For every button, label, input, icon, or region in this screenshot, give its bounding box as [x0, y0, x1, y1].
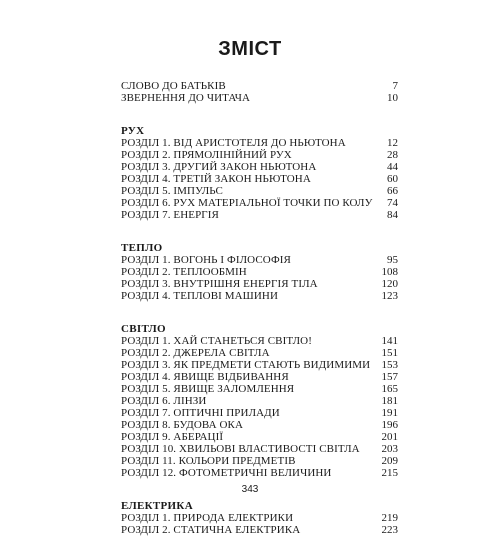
toc-entry-page: 84	[387, 209, 398, 221]
toc-entry-label: РОЗДІЛ 5. ЯВИЩЕ ЗАЛОМЛЕННЯ	[121, 383, 295, 395]
toc-entry-label: РОЗДІЛ 4. ТЕПЛОВІ МАШИНИ	[121, 290, 279, 302]
toc-entry-label: РОЗДІЛ 6. ЛІНЗИ	[121, 395, 207, 407]
toc-entry	[121, 290, 398, 302]
toc-entry-parents	[121, 80, 398, 92]
page-title: ЗМІСТ	[218, 38, 282, 60]
toc-entry	[121, 419, 398, 431]
toc-entry-label: РОЗДІЛ 7. ОПТИЧНІ ПРИЛАДИ	[121, 407, 280, 419]
toc-entry-reader	[121, 92, 398, 104]
section-heat	[121, 242, 398, 302]
toc-entry	[121, 467, 398, 479]
toc-entry	[121, 149, 398, 161]
toc-entry	[121, 455, 398, 467]
toc-entry-page: 120	[381, 278, 398, 290]
toc-entry-label: РОЗДІЛ 4. ЯВИЩЕ ВІДБИВАННЯ	[121, 371, 289, 383]
toc-entry	[121, 278, 398, 290]
toc-entry-label: РОЗДІЛ 2. ТЕПЛООБМІН	[121, 266, 247, 278]
toc-entry-label: РОЗДІЛ 6. РУХ МАТЕРІАЛЬНОЇ ТОЧКИ ПО КОЛУ	[121, 197, 373, 209]
toc-entry	[121, 266, 398, 278]
section-heading: ТЕПЛО	[121, 242, 163, 254]
toc-entry	[121, 407, 398, 419]
toc-entry-page: 223	[381, 524, 398, 536]
toc-entry-page: 108	[381, 266, 398, 278]
toc-entry	[121, 185, 398, 197]
toc-entry-label: РОЗДІЛ 2. СТАТИЧНА ЕЛЕКТРИКА	[121, 524, 301, 536]
toc-entry-page: 74	[387, 197, 398, 209]
toc-entry-label: РОЗДІЛ 7. ЕНЕРГІЯ	[121, 209, 219, 221]
section-heading: СВІТЛО	[121, 323, 166, 335]
toc-entry-label: ЗВЕРНЕННЯ ДО ЧИТАЧА	[121, 92, 251, 104]
toc-entry	[121, 209, 398, 221]
toc-entry-page: 209	[381, 455, 398, 467]
toc-entry-label: РОЗДІЛ 12. ФОТОМЕТРИЧНІ ВЕЛИЧИНИ	[121, 467, 332, 479]
toc-entry-page: 123	[381, 290, 398, 302]
toc-entry	[121, 197, 398, 209]
page-number: 343	[241, 484, 259, 495]
toc-entry-page: 196	[381, 419, 398, 431]
toc-entry	[121, 173, 398, 185]
toc-entry-page: 191	[381, 407, 398, 419]
toc-entry-label: РОЗДІЛ 11. КОЛЬОРИ ПРЕДМЕТІВ	[121, 455, 296, 467]
toc-entry	[121, 254, 398, 266]
toc-entry-label: РОЗДІЛ 5. ІМПУЛЬС	[121, 185, 223, 197]
toc-entry-label: РОЗДІЛ 2. ДЖЕРЕЛА СВІТЛА	[121, 347, 270, 359]
toc-entry-label: РОЗДІЛ 2. ПРЯМОЛІНІЙНИЙ РУХ	[121, 149, 292, 161]
toc-entry	[121, 524, 398, 536]
toc-entry-page: 12	[387, 137, 398, 149]
toc-entry-label: РОЗДІЛ 1. ВІД АРИСТОТЕЛЯ ДО НЬЮТОНА	[121, 137, 346, 149]
toc-entry-label: РОЗДІЛ 1. ХАЙ СТАНЕТЬСЯ СВІТЛО!	[121, 335, 312, 347]
toc-entry-page: 141	[381, 335, 398, 347]
toc-entry-page: 95	[387, 254, 398, 266]
toc-entry	[121, 137, 398, 149]
intro-list	[121, 80, 398, 104]
toc-entry-label: РОЗДІЛ 9. АБЕРАЦІЇ	[121, 431, 224, 443]
toc-entry-label: РОЗДІЛ 1. ПРИРОДА ЕЛЕКТРИКИ	[121, 512, 294, 524]
toc-entry-page: 219	[381, 512, 398, 524]
section-heading: РУХ	[121, 125, 145, 137]
toc-entry-page: 201	[381, 431, 398, 443]
toc-entry	[121, 371, 398, 383]
toc-entry-page: 153	[381, 359, 398, 371]
toc-entry-page: 181	[381, 395, 398, 407]
toc-entry-label: РОЗДІЛ 4. ТРЕТІЙ ЗАКОН НЬЮТОНА	[121, 173, 311, 185]
toc-entry	[121, 512, 398, 524]
toc-entry-page: 7	[392, 80, 398, 92]
toc-entry-label: РОЗДІЛ 10. ХВИЛЬОВІ ВЛАСТИВОСТІ СВІТЛА	[121, 443, 360, 455]
toc-entry-page: 10	[387, 92, 398, 104]
toc-entry-page: 157	[381, 371, 398, 383]
toc-entry	[121, 383, 398, 395]
toc-entry-page: 66	[387, 185, 398, 197]
section-light	[121, 323, 398, 479]
toc-entry	[121, 359, 398, 371]
toc-entry-page: 60	[387, 173, 398, 185]
toc-entry	[121, 161, 398, 173]
toc-entry	[121, 395, 398, 407]
toc-entry	[121, 347, 398, 359]
toc-entry	[121, 443, 398, 455]
toc-entry	[121, 431, 398, 443]
toc-entry-label: РОЗДІЛ 3. ВНУТРІШНЯ ЕНЕРГІЯ ТІЛА	[121, 278, 318, 290]
toc-entry-label: РОЗДІЛ 3. ЯК ПРЕДМЕТИ СТАЮТЬ ВИДИМИМИ	[121, 359, 371, 371]
section-heading: ЕЛЕКТРИКА	[121, 500, 193, 512]
section-motion	[121, 125, 398, 221]
toc-entry-page: 203	[381, 443, 398, 455]
toc-entry-page: 215	[381, 467, 398, 479]
toc-entry-label: РОЗДІЛ 3. ДРУГИЙ ЗАКОН НЬЮТОНА	[121, 161, 317, 173]
toc-entry-label: СЛОВО ДО БАТЬКІВ	[121, 80, 226, 92]
toc-entry-label: РОЗДІЛ 8. БУДОВА ОКА	[121, 419, 244, 431]
toc-entry-page: 165	[381, 383, 398, 395]
toc-entry-label: РОЗДІЛ 1. ВОГОНЬ І ФІЛОСОФІЯ	[121, 254, 291, 266]
toc-entry	[121, 335, 398, 347]
section-electricity	[121, 500, 398, 536]
toc-entry-page: 28	[387, 149, 398, 161]
toc-entry-page: 44	[387, 161, 398, 173]
toc-entry-page: 151	[381, 347, 398, 359]
table-of-contents	[121, 80, 398, 536]
